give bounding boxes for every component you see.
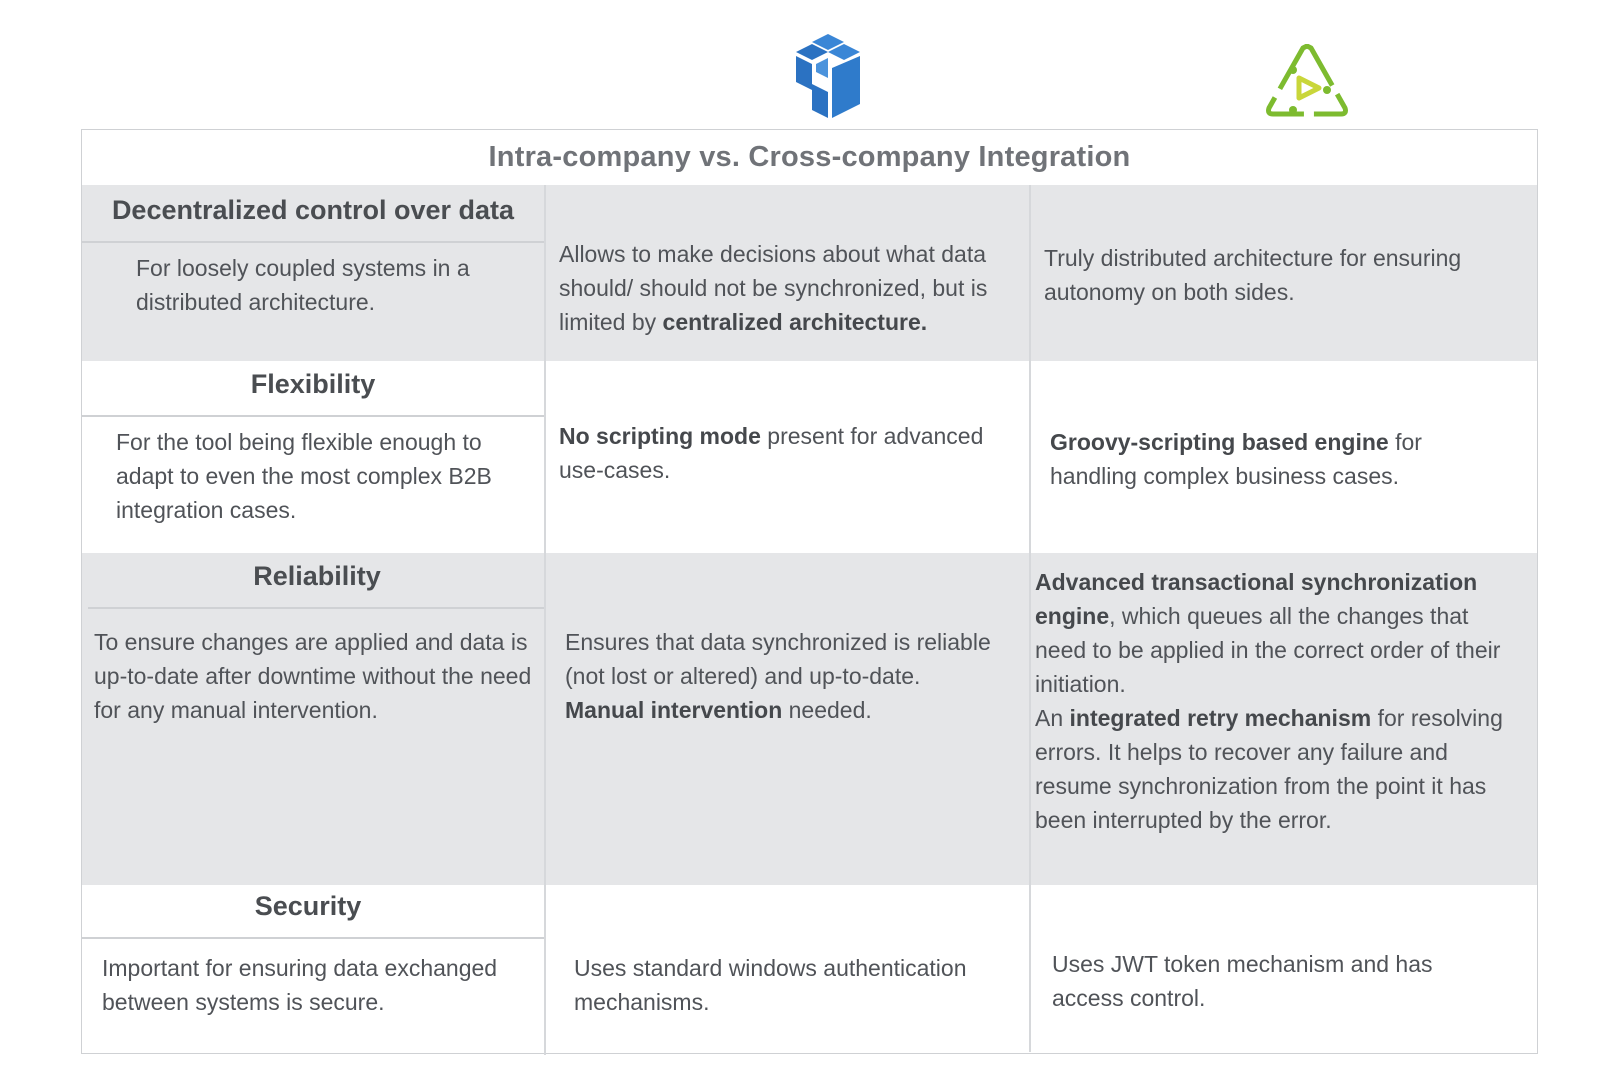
right-tool-cell: Truly distributed architecture for ensuring autonomy on both sides. bbox=[1044, 245, 1462, 305]
column-divider bbox=[544, 185, 546, 1055]
feature-description: To ensure changes are applied and data is up-to-date after downtime without the need for any manual intervention. bbox=[94, 629, 532, 723]
feature-description: Important for ensuring data exchanged between systems is secure. bbox=[102, 955, 498, 1015]
feature-name: Flexibility bbox=[250, 369, 376, 399]
table-row bbox=[82, 553, 1537, 885]
right-tool-cell: Uses JWT token mechanism and has access control. bbox=[1052, 951, 1433, 1011]
comparison-table bbox=[81, 129, 1538, 1054]
feature-name: Reliability bbox=[253, 561, 381, 591]
feature-divider bbox=[82, 415, 544, 417]
feature-divider bbox=[82, 937, 544, 939]
left-tool-cell: Allows to make decisions about what data should/ should not be synchronized, but is limited by centralized architecture. bbox=[559, 241, 988, 335]
table-title: Intra-company vs. Cross-company Integration bbox=[488, 141, 1131, 173]
feature-divider bbox=[82, 241, 544, 243]
right-tool-cell: Groovy-scripting based engine for handling complex business cases. bbox=[1050, 429, 1422, 489]
green-triangle-play-logo-icon bbox=[1265, 44, 1349, 120]
left-tool-cell: Ensures that data synchronized is reliable (not lost or altered) and up-to-date. Manual intervention needed. bbox=[565, 629, 991, 723]
left-tool-cell: Uses standard windows authentication mechanisms. bbox=[574, 955, 967, 1015]
feature-name: Decentralized control over data bbox=[111, 195, 515, 225]
blue-cube-logo-icon bbox=[790, 34, 866, 118]
feature-description: For loosely coupled systems in a distributed architecture. bbox=[136, 255, 470, 315]
feature-description: For the tool being flexible enough to adapt to even the most complex B2B integration cases. bbox=[116, 429, 492, 523]
right-tool-cell: Advanced transactional synchronization engine, which queues all the changes that need to be applied in the correct order of their initiation. An integrated retry mechanism for resolving errors. It helps to recover any failure and resume synchronization from the point it has been interrupted by the error. bbox=[1035, 569, 1503, 833]
table-row bbox=[82, 885, 1537, 1052]
table-row bbox=[82, 361, 1537, 553]
table-row bbox=[82, 185, 1537, 361]
column-divider bbox=[1029, 185, 1031, 1052]
feature-name: Security bbox=[254, 891, 362, 921]
feature-divider bbox=[88, 607, 544, 609]
left-tool-cell: No scripting mode present for advanced use-cases. bbox=[559, 423, 984, 483]
